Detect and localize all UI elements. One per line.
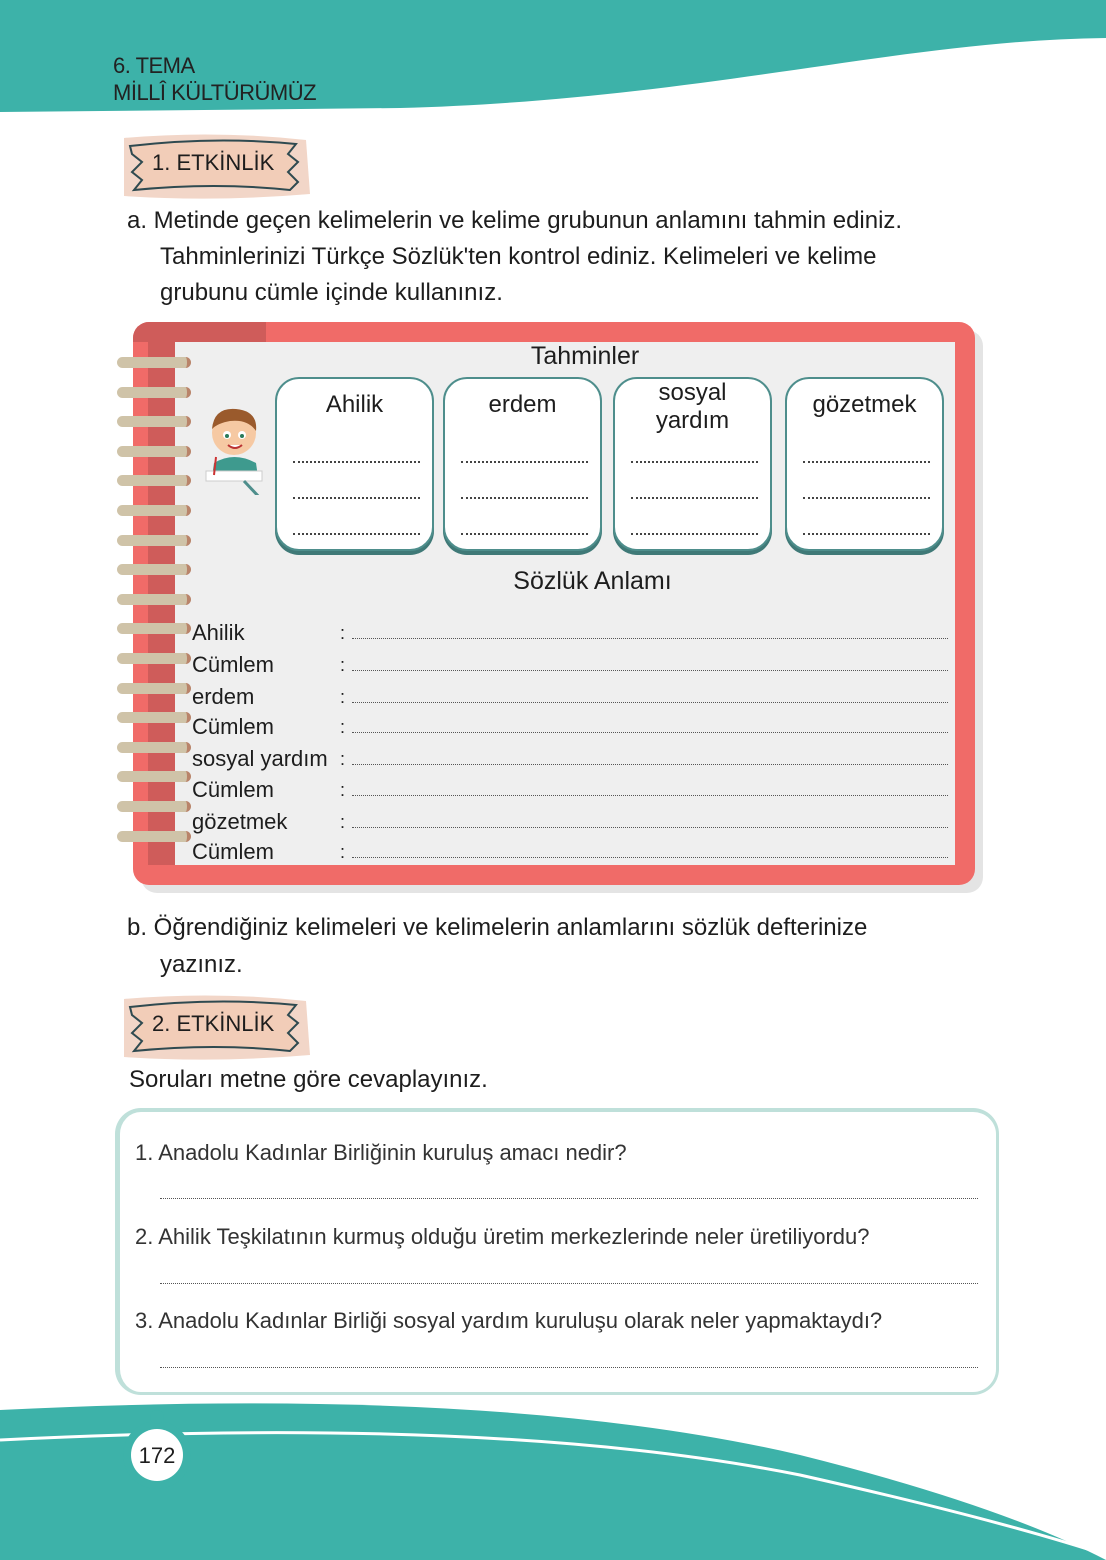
spiral-ring-icon xyxy=(117,683,191,694)
guesses-title: Tahminler xyxy=(530,342,640,370)
answer-line-3[interactable] xyxy=(160,1367,978,1368)
instruction-a-2: Tahminlerinizi Türkçe Sözlük'ten kontrol ediniz. Kelimeleri ve kelime xyxy=(160,243,877,270)
spiral-ring-icon xyxy=(117,623,191,634)
dictionary-row-label: Cümlem xyxy=(192,839,274,864)
spiral-ring-icon xyxy=(117,742,191,753)
dictionary-row-label: sosyal yardım xyxy=(192,746,328,771)
spiral-ring-icon xyxy=(117,535,191,546)
colon: : xyxy=(340,842,346,862)
spiral-ring-icon xyxy=(117,505,191,516)
guess-answer-line[interactable] xyxy=(803,497,930,499)
answer-line-2[interactable] xyxy=(160,1283,978,1284)
guess-card-word: erdem xyxy=(488,391,557,418)
spiral-ring-icon xyxy=(117,771,191,782)
guess-card xyxy=(613,377,772,551)
answer-line-1[interactable] xyxy=(160,1198,978,1199)
spiral-ring-icon xyxy=(117,712,191,723)
activity1-label: 1. ETKİNLİK xyxy=(152,150,275,175)
dictionary-answer-line[interactable] xyxy=(352,857,948,858)
guess-answer-line[interactable] xyxy=(461,497,588,499)
guess-answer-line[interactable] xyxy=(293,533,420,535)
dictionary-row-label: Cümlem xyxy=(192,652,274,677)
theme-number: 6. TEMA xyxy=(113,53,195,78)
spiral-ring-icon xyxy=(117,831,191,842)
spiral-ring-icon xyxy=(117,475,191,486)
instruction-b-2: yazınız. xyxy=(160,951,243,978)
spiral-ring-icon xyxy=(117,653,191,664)
dictionary-row-label: Cümlem xyxy=(192,777,274,802)
instruction-a-1: a. Metinde geçen kelimelerin ve kelime grubunun anlamını tahmin ediniz. xyxy=(127,207,903,234)
spiral-ring-icon xyxy=(117,446,191,457)
instruction-b-1: b. Öğrendiğiniz kelimeleri ve kelimelerin anlamlarını sözlük defterinize xyxy=(127,914,868,941)
guess-answer-line[interactable] xyxy=(803,461,930,463)
guess-card xyxy=(785,377,944,551)
dictionary-title: Sözlük Anlamı xyxy=(513,567,672,595)
colon: : xyxy=(340,687,346,707)
guess-card-word: gözetmek xyxy=(812,391,917,418)
dictionary-row-label: Ahilik xyxy=(192,620,245,645)
instruction-a-3: grubunu cümle içinde kullanınız. xyxy=(160,279,503,306)
spiral-ring-icon xyxy=(117,416,191,427)
guess-card xyxy=(275,377,434,551)
guess-card xyxy=(443,377,602,551)
colon: : xyxy=(340,717,346,737)
guess-answer-line[interactable] xyxy=(631,461,758,463)
guess-answer-line[interactable] xyxy=(631,497,758,499)
dictionary-answer-line[interactable] xyxy=(352,764,948,765)
colon: : xyxy=(340,655,346,675)
guess-answer-line[interactable] xyxy=(293,497,420,499)
page-number: 172 xyxy=(138,1443,176,1468)
activity1-banner xyxy=(120,132,308,198)
activity2-label: 2. ETKİNLİK xyxy=(152,1011,275,1036)
guess-answer-line[interactable] xyxy=(631,533,758,535)
colon: : xyxy=(340,812,346,832)
activity2-instruction: Soruları metne göre cevaplayınız. xyxy=(129,1066,488,1093)
question-1: 1. Anadolu Kadınlar Birliğinin kuruluş amacı nedir? xyxy=(135,1140,627,1165)
dictionary-answer-line[interactable] xyxy=(352,827,948,828)
guess-answer-line[interactable] xyxy=(461,461,588,463)
dictionary-answer-line[interactable] xyxy=(352,670,948,671)
dictionary-row-label: erdem xyxy=(192,684,255,709)
colon: : xyxy=(340,623,346,643)
guess-card-word: Ahilik xyxy=(325,391,384,418)
guess-answer-line[interactable] xyxy=(803,533,930,535)
guess-answer-line[interactable] xyxy=(293,461,420,463)
dictionary-row-label: gözetmek xyxy=(192,809,288,834)
footer-wave xyxy=(0,1395,1106,1560)
dictionary-answer-line[interactable] xyxy=(352,702,948,703)
boy-illustration-icon xyxy=(200,405,280,495)
notebook-strip xyxy=(133,322,266,342)
colon: : xyxy=(340,749,346,769)
colon: : xyxy=(340,780,346,800)
spiral-ring-icon xyxy=(117,801,191,812)
dictionary-answer-line[interactable] xyxy=(352,732,948,733)
spiral-ring-icon xyxy=(117,387,191,398)
question-2: 2. Ahilik Teşkilatının kurmuş olduğu üretim merkezlerinde neler üretiliyordu? xyxy=(135,1224,870,1249)
theme-title: MİLLÎ KÜLTÜRÜMÜZ xyxy=(113,80,317,105)
dictionary-row-label: Cümlem xyxy=(192,714,274,739)
question-3: 3. Anadolu Kadınlar Birliği sosyal yardım kuruluşu olarak neler yapmaktaydı? xyxy=(135,1308,883,1333)
guess-card-word: sosyal yardım xyxy=(655,379,730,434)
guess-answer-line[interactable] xyxy=(461,533,588,535)
dictionary-answer-line[interactable] xyxy=(352,795,948,796)
activity2-banner xyxy=(120,993,308,1059)
dictionary-answer-line[interactable] xyxy=(352,638,948,639)
